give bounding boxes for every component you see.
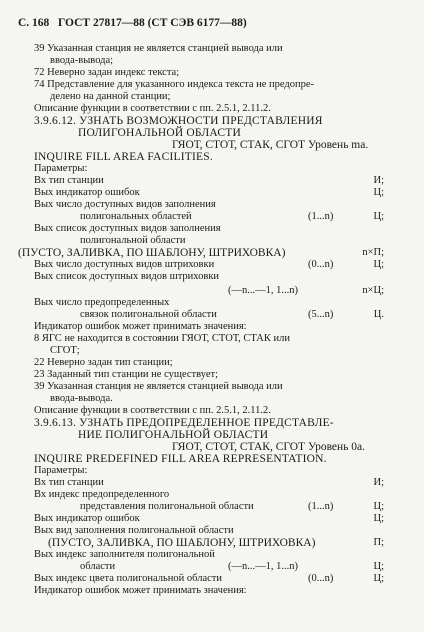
parameters-label: Параметры: xyxy=(34,465,88,476)
param-type: n×Ц; xyxy=(362,285,384,296)
param-error-indicator: Вых индикатор ошибок xyxy=(34,187,140,198)
param-colour-index: Вых индекс цвета полигональной области xyxy=(34,573,222,584)
param-fill-styles-list-line2: полигональной области xyxy=(80,235,186,246)
param-predefined-index-line1: Вх индекс предопределенного xyxy=(34,489,170,500)
param-fill-style-index-line1: Вых индекс заполнителя полигональной xyxy=(34,549,215,560)
param-predefined-index-line2: представления полигональной области xyxy=(80,501,254,512)
param-type: Ц; xyxy=(373,513,384,524)
error-values-intro: Индикатор ошибок может принимать значения: xyxy=(34,321,247,332)
param-workstation-type: Вх тип станции xyxy=(34,477,104,488)
fill-style-values: (ПУСТО, ЗАЛИВКА, ПО ШАБЛОНУ, ШТРИХОВКА) xyxy=(48,537,316,549)
param-range: (0...n) xyxy=(308,259,334,270)
error-74-line2: делено на данной станции; xyxy=(50,91,171,102)
param-type: Ц; xyxy=(373,501,384,512)
section-title-line1: 3.9.6.13. УЗНАТЬ ПРЕДОПРЕДЕЛЕННОЕ ПРЕДСТАВЛЕ- xyxy=(34,417,334,429)
param-hatch-list: Вых список доступных видов штриховки xyxy=(34,271,220,282)
param-range: (1...n) xyxy=(308,501,334,512)
page-number: С. 168 xyxy=(18,17,50,29)
param-fill-styles-count-line1: Вых число доступных видов заполнения xyxy=(34,199,216,210)
section-english-name: INQUIRE FILL AREA FACILITIES. xyxy=(34,151,213,163)
section-level: ГЯОТ, СТОТ, СТАК, СГОТ Уровень mа. xyxy=(172,139,369,151)
error-8-line2: СГОТ; xyxy=(50,345,80,356)
error-23: 23 Заданный тип станции не существует; xyxy=(34,369,218,380)
param-hatch-count: Вых число доступных видов штриховки xyxy=(34,259,215,270)
param-type: И; xyxy=(373,175,384,186)
param-range: (5...n) xyxy=(308,309,334,320)
param-type: n×П; xyxy=(362,247,384,258)
error-22: 22 Неверно задан тип станции; xyxy=(34,357,173,368)
param-predefined-count-line2: связок полигональной области xyxy=(80,309,217,320)
param-range: (—n...—1, 1...n) xyxy=(228,561,298,572)
param-type: Ц. xyxy=(373,309,384,320)
error-39-line1: 39 Указанная станция не является станцией вывода или xyxy=(34,381,283,392)
param-type: Ц; xyxy=(373,211,384,222)
param-range: (1...n) xyxy=(308,211,334,222)
error-39-line2: ввода-вывода. xyxy=(50,393,113,404)
param-fill-style-index-line2: области xyxy=(80,561,116,572)
param-type: Ц; xyxy=(373,187,384,198)
error-39-line2: ввода-вывода; xyxy=(50,55,114,66)
parameters-label: Параметры: xyxy=(34,163,88,174)
param-range: (0...n) xyxy=(308,573,334,584)
section-title-line2: НИЕ ПОЛИГОНАЛЬНОЙ ОБЛАСТИ xyxy=(78,429,269,441)
error-39-line1: 39 Указанная станция не является станцией вывода или xyxy=(34,43,283,54)
section-title-line1: 3.9.6.12. УЗНАТЬ ВОЗМОЖНОСТИ ПРЕДСТАВЛЕНИЯ xyxy=(34,115,323,127)
error-8-line1: 8 ЯГС не находится в состоянии ГЯОТ, СТОТ, СТАК или xyxy=(34,333,290,344)
param-type: Ц; xyxy=(373,561,384,572)
param-type: Ц; xyxy=(373,573,384,584)
param-workstation-type: Вх тип станции xyxy=(34,175,104,186)
section-english-name: INQUIRE PREDEFINED FILL AREA REPRESENTATION. xyxy=(34,453,327,465)
param-error-indicator: Вых индикатор ошибок xyxy=(34,513,140,524)
fill-style-values: (ПУСТО, ЗАЛИВКА, ПО ШАБЛОНУ, ШТРИХОВКА) xyxy=(18,247,286,259)
param-predefined-count-line1: Вых число предопределенных xyxy=(34,297,170,308)
section-level: ГЯОТ, СТОТ, СТАК, СГОТ Уровень 0а. xyxy=(172,441,366,453)
error-72: 72 Неверно задан индекс текста; xyxy=(34,67,180,78)
param-range: (—n...—1, 1...n) xyxy=(228,285,298,296)
function-description: Описание функции в соответствии с пп. 2.5.1, 2.11.2. xyxy=(34,405,271,416)
param-type: Ц; xyxy=(373,259,384,270)
error-values-intro: Индикатор ошибок может принимать значения: xyxy=(34,585,247,596)
param-type: П; xyxy=(373,537,384,548)
error-74-line1: 74 Представление для указанного индекса текста не предопре- xyxy=(34,79,315,90)
param-fill-styles-list-line1: Вых список доступных видов заполнения xyxy=(34,223,221,234)
param-type: И; xyxy=(373,477,384,488)
section-title-line2: ПОЛИГОНАЛЬНОЙ ОБЛАСТИ xyxy=(78,127,241,139)
standard-header: ГОСТ 27817—88 (СТ СЭВ 6177—88) xyxy=(58,17,247,29)
function-description: Описание функции в соответствии с пп. 2.5.1, 2.11.2. xyxy=(34,103,271,114)
param-fill-style: Вых вид заполнения полигональной области xyxy=(34,525,234,536)
param-fill-styles-count-line2: полигональных областей xyxy=(80,211,192,222)
